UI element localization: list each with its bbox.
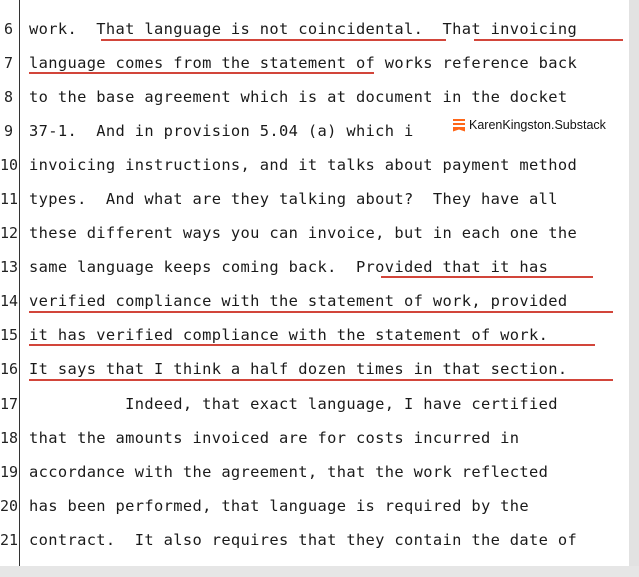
line-number: 20 xyxy=(0,497,19,515)
highlight-underline xyxy=(381,276,593,278)
transcript-line: it has verified compliance with the statement of work. xyxy=(29,326,549,344)
line-number: 15 xyxy=(0,326,19,344)
highlight-underline xyxy=(29,72,374,74)
transcript-line: same language keeps coming back. Provided that it has xyxy=(29,258,549,276)
transcript-line: that the amounts invoiced are for costs incurred in xyxy=(29,429,520,447)
line-number: 7 xyxy=(3,54,13,72)
transcript-line: verified compliance with the statement of work, provided xyxy=(29,292,568,310)
line-number: 21 xyxy=(0,531,19,549)
transcript-line: It says that I think a half dozen times in that section. xyxy=(29,360,568,378)
line-number: 10 xyxy=(0,156,19,174)
line-number: 19 xyxy=(0,463,19,481)
highlight-underline xyxy=(101,39,446,41)
highlight-underline xyxy=(29,379,613,381)
substack-watermark xyxy=(453,118,608,132)
transcript-line: 37-1. And in provision 5.04 (a) which i xyxy=(29,122,414,140)
margin-rule xyxy=(19,0,20,566)
substack-logo-icon xyxy=(453,119,465,132)
viewer-edge xyxy=(629,0,639,577)
line-number: 16 xyxy=(0,360,19,378)
line-number: 12 xyxy=(0,224,19,242)
transcript-line: language comes from the statement of works reference back xyxy=(29,54,578,72)
line-number: 13 xyxy=(0,258,19,276)
line-number: 11 xyxy=(0,190,19,208)
transcript-line: types. And what are they talking about? They have all xyxy=(29,190,558,208)
transcript-line: to the base agreement which is at document in the docket xyxy=(29,88,568,106)
highlight-underline xyxy=(474,39,623,41)
line-number: 14 xyxy=(0,292,19,310)
line-number: 6 xyxy=(3,20,13,38)
watermark-text: KarenKingston.Substack xyxy=(469,118,606,132)
line-number: 18 xyxy=(0,429,19,447)
transcript-line: these different ways you can invoice, but in each one the xyxy=(29,224,578,242)
highlight-underline xyxy=(29,344,595,346)
line-number: 8 xyxy=(3,88,13,106)
transcript-line: invoicing instructions, and it talks about payment method xyxy=(29,156,578,174)
line-number: 9 xyxy=(3,122,13,140)
line-number: 17 xyxy=(0,395,19,413)
transcript-line: work. That language is not coincidental. That invoicing xyxy=(29,20,578,38)
transcript-line: has been performed, that language is required by the xyxy=(29,497,530,515)
transcript-line: Indeed, that exact language, I have certified xyxy=(29,395,558,413)
viewer-bottom-edge xyxy=(0,566,639,577)
highlight-underline xyxy=(29,311,613,313)
transcript-line: accordance with the agreement, that the work reflected xyxy=(29,463,549,481)
transcript-line: contract. It also requires that they contain the date of xyxy=(29,531,578,549)
